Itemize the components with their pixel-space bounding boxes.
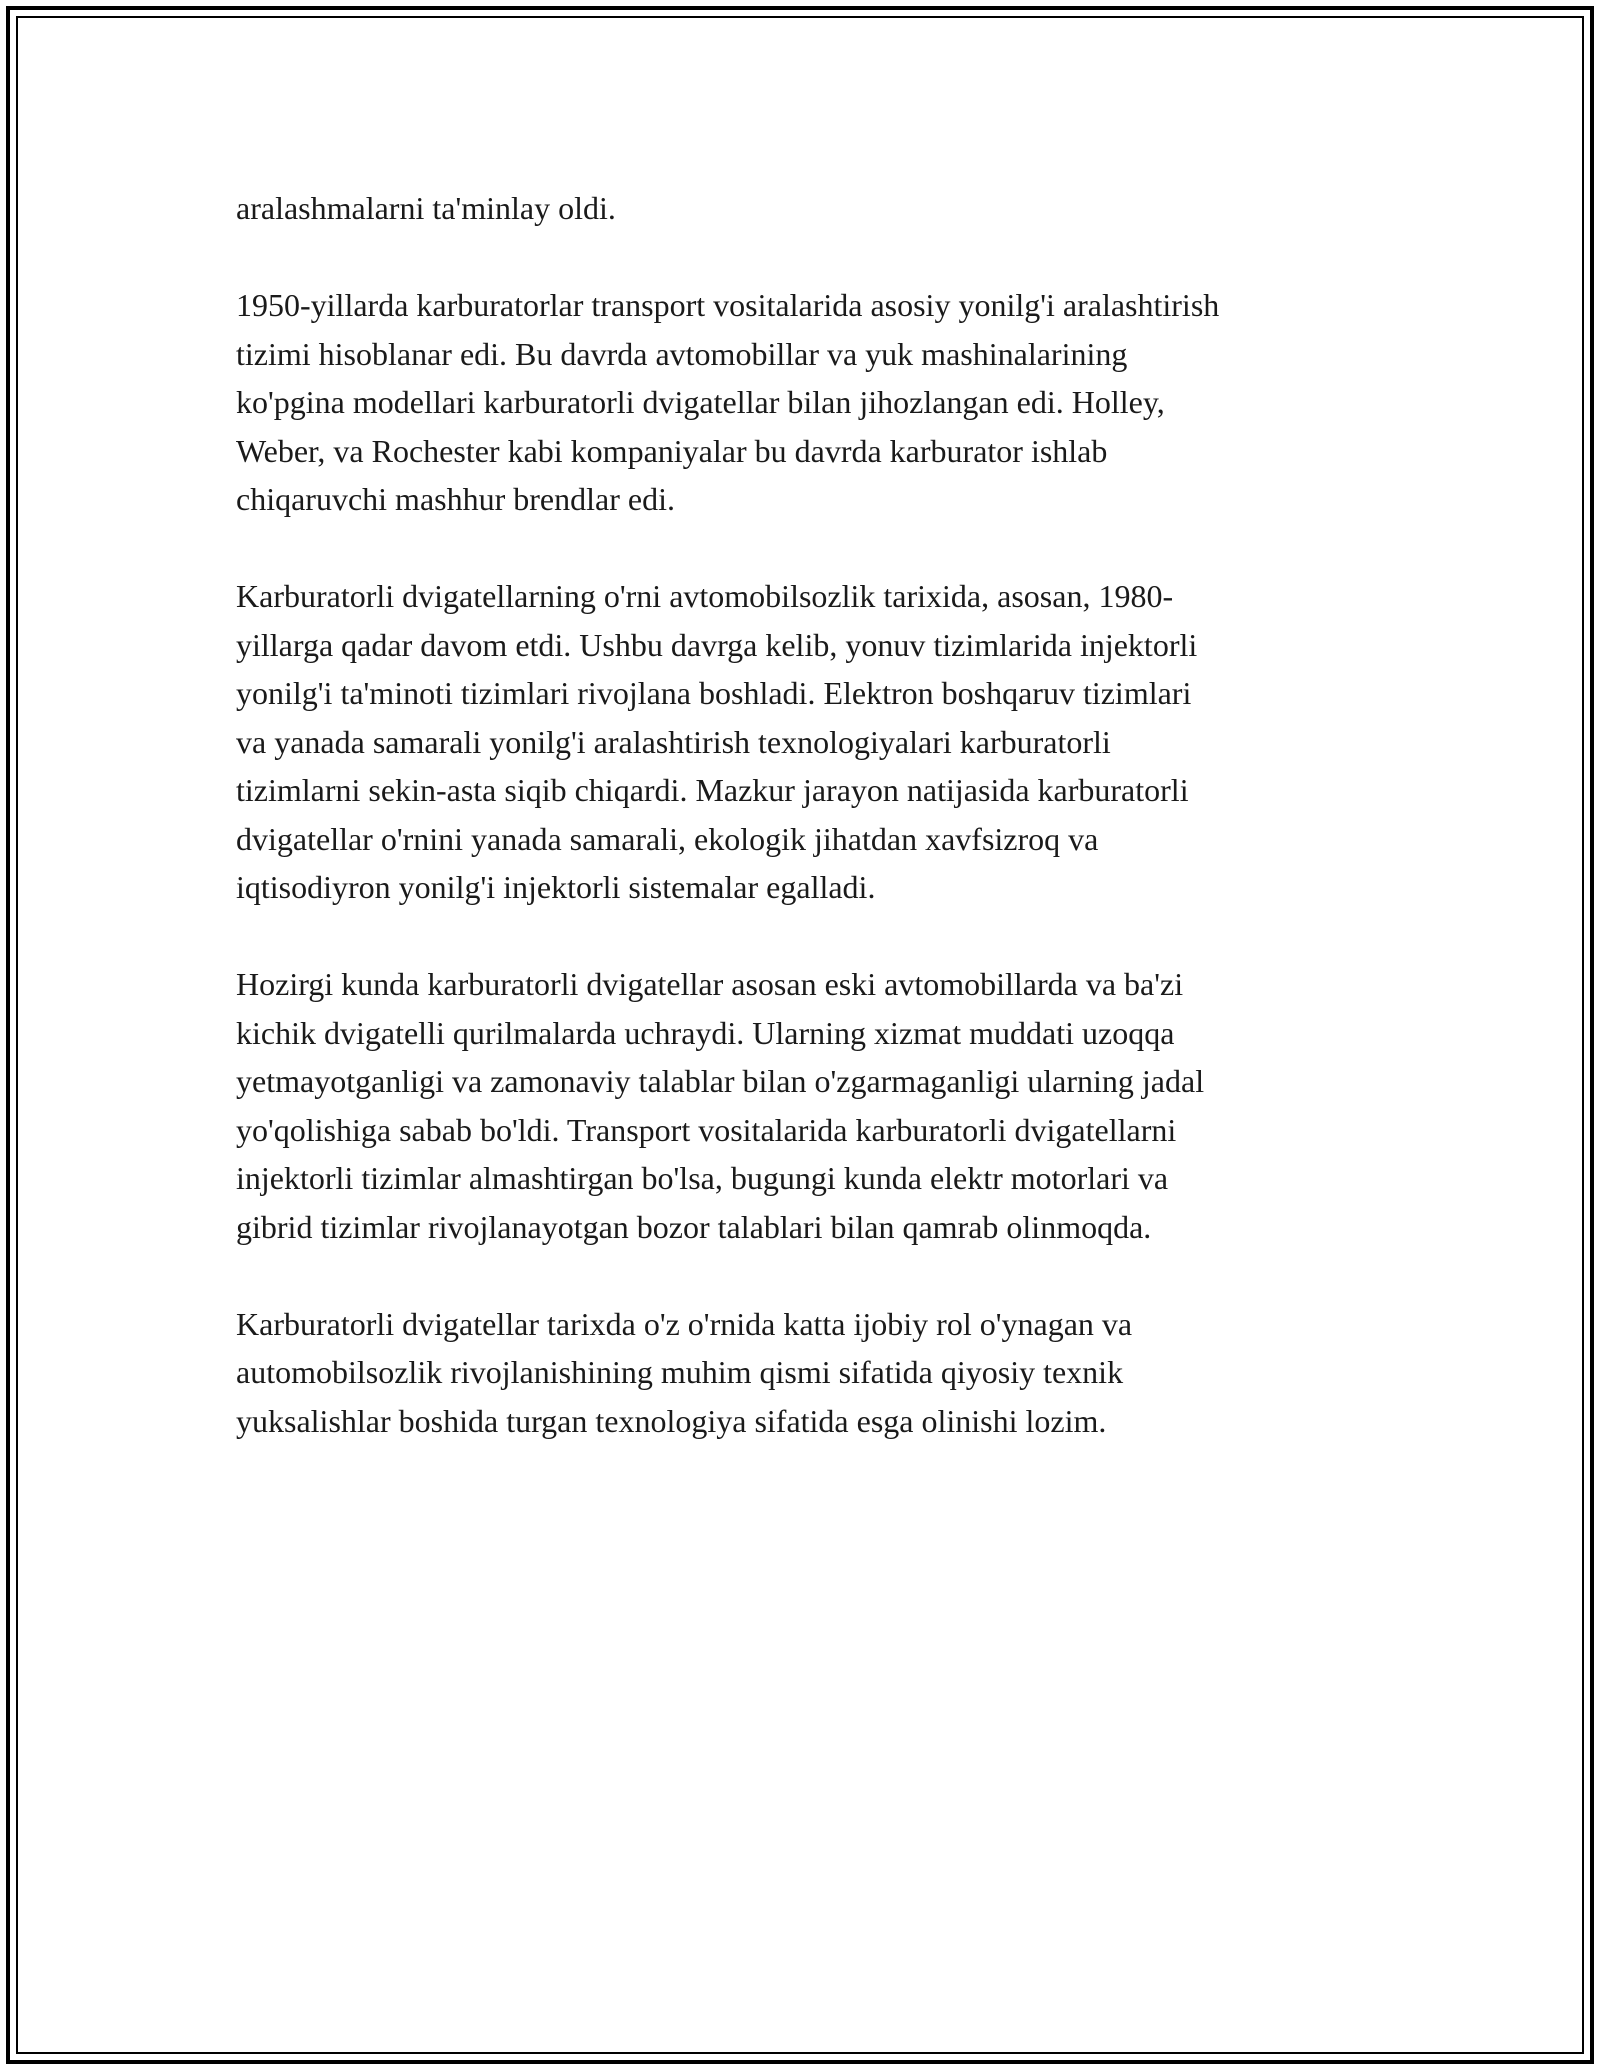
- document-body: [236, 184, 1376, 1494]
- paragraph-1980s-injectors: Karburatorli dvigatellarning o'rni avtomobilsozlik tarixida, asosan, 1980- yillarga qadar davom etdi. Ushbu davrga kelib, yonuv tizimlarida injektorli yonilg'i ta'minoti tizimlari rivojlana boshladi. Elektron boshqaruv tizimlari va yanada samarali yonilg'i aralashtirish texnologiyalari karburatorli tizimlarni sekin-asta siqib chiqardi. Mazkur jarayon natijasida karburatorli dvigatellar o'rnini yanada samarali, ekologik jihatdan xavfsizroq va iqtisodiyron yonilg'i injektorli sistemalar egalladi.: [236, 578, 1198, 905]
- paragraph-present-day: Hozirgi kunda karburatorli dvigatellar asosan eski avtomobillarda va ba'zi kichik dvigatelli qurilmalarda uchraydi. Ularning xizmat muddati uzoqqa yetmayotganligi va zamonaviy talablar bilan o'zgarmaganligi ularning jadal yo'qolishiga sabab bo'ldi. Transport vositalarida karburatorli dvigatellarni injektorli tizimlar almashtirgan bo'lsa, bugungi kunda elektr motorlari va gibrid tizimlar rivojlanayotgan bozor talablari bilan qamrab olinmoqda.: [236, 966, 1205, 1245]
- paragraph-conclusion: Karburatorli dvigatellar tarixda o'z o'rnida katta ijobiy rol o'ynagan va automobilsozlik rivojlanishining muhim qismi sifatida qiyosiy texnik yuksalishlar boshida turgan texnologiya sifatida esga olinishi lozim.: [236, 1305, 1133, 1439]
- paragraph-1950s-carburetors: 1950-yillarda karburatorlar transport vositalarida asosiy yonilg'i aralashtirish tizimi hisoblanar edi. Bu davrda avtomobillar va yuk mashinalarining ko'pgina modellari karburatorli dvigatellar bilan jihozlangan edi. Holley, Weber, va Rochester kabi kompaniyalar bu davrda karburator ishlab chiqaruvchi mashhur brendlar edi.: [236, 287, 1220, 517]
- paragraph-continuation: aralashmalarni ta'minlay oldi.: [236, 190, 616, 226]
